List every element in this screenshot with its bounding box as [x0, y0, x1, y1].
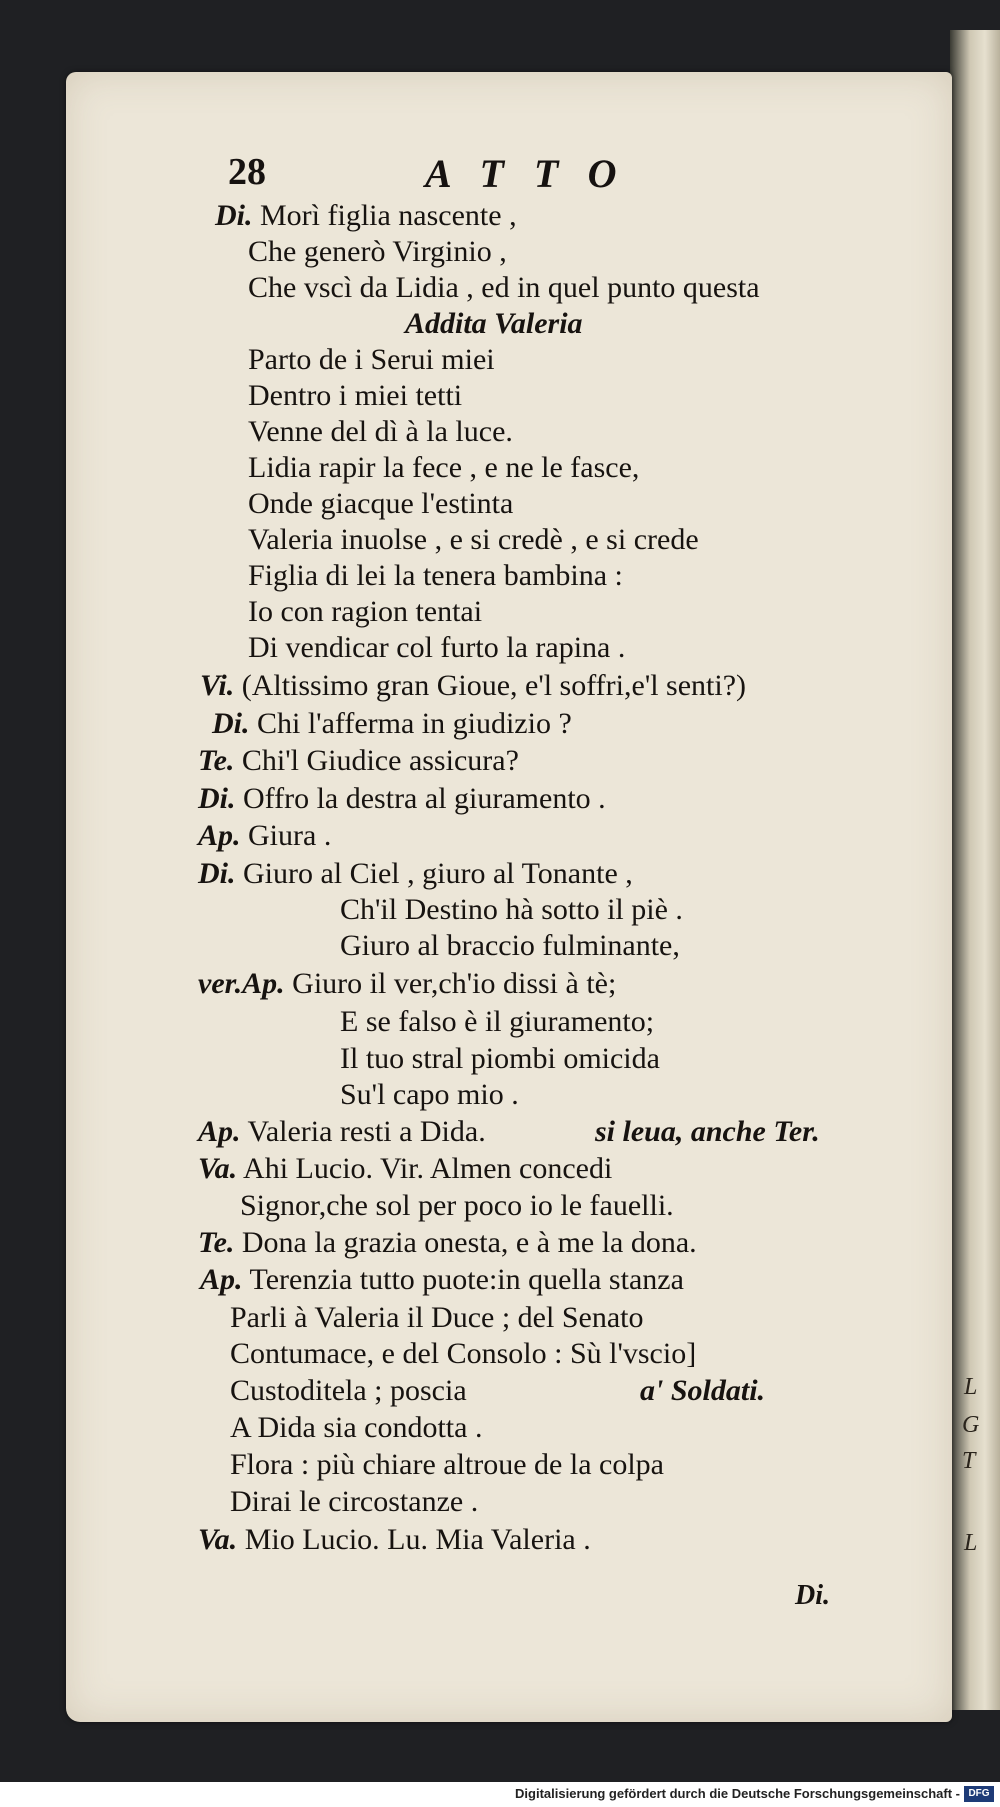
verse-text: Lidia rapir la fece , e ne le fasce,	[248, 451, 640, 484]
text-line	[212, 706, 572, 742]
text-line	[340, 928, 680, 964]
verse-text: Mio Lucio. Lu. Mia Valeria .	[244, 1523, 591, 1556]
text-line	[198, 966, 616, 1002]
text-line	[248, 522, 699, 558]
text-line	[248, 630, 625, 666]
text-line	[230, 1484, 478, 1520]
text-line	[248, 234, 507, 270]
verse-text: Valeria inuolse , e si credè , e si crede	[248, 523, 699, 556]
speaker-label: Va.	[198, 1152, 238, 1185]
text-line	[230, 1336, 696, 1372]
verse-text: Parli à Valeria il Duce ; del Senato	[230, 1301, 644, 1334]
running-title: ATTO	[425, 151, 647, 196]
text-line	[248, 270, 760, 306]
verse-text: A Dida sia condotta .	[230, 1411, 483, 1444]
verse-text: Chi'l Giudice assicura?	[241, 744, 519, 777]
verse-text: Offro la destra al giuramento .	[243, 782, 606, 815]
text-line	[198, 818, 331, 854]
text-line	[248, 342, 495, 378]
speaker-label: Vi.	[200, 669, 235, 702]
text-line	[248, 558, 623, 594]
text-line	[248, 450, 639, 486]
verse-text: Ch'il Destino hà sotto il piè .	[340, 893, 683, 926]
verse-text: Venne del dì à la luce.	[248, 415, 513, 448]
running-header	[0, 150, 1000, 196]
verse-text: Flora : più chiare altroue de la colpa	[230, 1448, 664, 1481]
speaker-label: Di.	[215, 199, 253, 232]
text-line	[198, 856, 633, 892]
text-line	[248, 378, 462, 414]
verse-text: Valeria resti a Dida.	[247, 1115, 486, 1148]
verse-text: E se falso è il giuramento;	[340, 1005, 655, 1038]
text-line	[198, 1522, 591, 1558]
verse-text: Giuro al Ciel , giuro al Tonante ,	[243, 857, 633, 890]
text-line	[198, 743, 519, 779]
stage-direction: a' Soldati.	[640, 1374, 766, 1407]
text-line	[340, 1004, 654, 1040]
verse-text: Che vscì da Lidia , ed in quel punto questa	[248, 271, 760, 304]
text-line	[248, 486, 513, 522]
text-line	[340, 1077, 519, 1113]
verse-text: Su'l capo mio .	[340, 1078, 519, 1111]
verse-text: Morì figlia nascente ,	[260, 199, 517, 232]
speaker-label: Di.	[198, 857, 236, 890]
facing-letter: L	[964, 1530, 978, 1556]
funding-note: Digitalisierung gefördert durch die Deutsche Forschungsgemeinschaft -	[515, 1786, 960, 1801]
verse-text: Terenzia tutto puote:in quella stanza	[249, 1263, 684, 1296]
facing-letter: L	[964, 1374, 978, 1400]
text-line	[198, 1151, 612, 1187]
facing-page-edge	[950, 30, 1000, 1710]
speaker-label: ver.Ap.	[198, 967, 285, 1000]
verse-text: Che generò Virginio ,	[248, 235, 507, 268]
stage-direction: Addita Valeria	[405, 307, 583, 340]
verse-text: Ahi Lucio. Vir. Almen concedi	[243, 1152, 613, 1185]
verse-text: Onde giacque l'estinta	[248, 487, 514, 520]
speaker-label: Di.	[198, 782, 236, 815]
text-line	[230, 1300, 643, 1336]
speaker-label: Ap.	[200, 1263, 243, 1296]
text-line	[340, 892, 683, 928]
text-line	[248, 414, 513, 450]
text-line	[200, 1262, 684, 1298]
text-line	[198, 781, 606, 817]
verse-text: Chi l'afferma in giudizio ?	[257, 707, 572, 740]
text-line	[230, 1373, 467, 1409]
verse-text: Il tuo stral piombi omicida	[340, 1042, 660, 1075]
verse-text: Dentro i miei tetti	[248, 379, 463, 412]
speaker-label: Va.	[198, 1523, 238, 1556]
facing-letter: T	[962, 1448, 976, 1474]
verse-text: Giuro al braccio fulminante,	[340, 929, 680, 962]
verse-text: (Altissimo gran Gioue, e'l soffri,e'l senti?)	[241, 669, 747, 702]
text-line	[200, 668, 746, 704]
text-line	[230, 1410, 482, 1446]
text-line	[240, 1188, 674, 1224]
speaker-label: Te.	[198, 1226, 235, 1259]
page-number: 28	[228, 151, 266, 193]
verse-text: Dirai le circostanze .	[230, 1485, 479, 1518]
verse-text: Io con ragion tentai	[248, 595, 483, 628]
speaker-label: Ap.	[198, 1115, 241, 1148]
dfg-logo: DFG	[964, 1786, 994, 1802]
text-line	[215, 198, 517, 234]
verse-text: Figlia di lei la tenera bambina :	[248, 559, 623, 592]
footer-bar	[0, 1782, 1000, 1807]
text-line	[198, 1114, 486, 1150]
verse-text: Giura .	[248, 819, 332, 852]
verse-text: Contumace, e del Consolo : Sù l'vscio]	[230, 1337, 697, 1370]
verse-text: Giuro il ver,ch'io dissi à tè;	[292, 967, 617, 1000]
speaker-label: Di.	[212, 707, 250, 740]
text-line	[230, 1447, 664, 1483]
catchword: Di.	[795, 1580, 830, 1611]
verse-text: Custoditela ; poscia	[230, 1374, 467, 1407]
text-line	[248, 594, 482, 630]
verse-text: Dona la grazia onesta, e à me la dona.	[241, 1226, 697, 1259]
text-line	[198, 1225, 697, 1261]
speaker-label: Te.	[198, 744, 235, 777]
verse-text: Parto de i Serui miei	[248, 343, 495, 376]
text-line	[340, 1041, 660, 1077]
verse-text: Signor,che sol per poco io le fauelli.	[240, 1189, 674, 1222]
verse-text: Di vendicar col furto la rapina .	[248, 631, 626, 664]
facing-letter: G	[962, 1412, 980, 1438]
speaker-label: Ap.	[198, 819, 241, 852]
stage-direction: si leua, anche Ter.	[595, 1115, 820, 1148]
